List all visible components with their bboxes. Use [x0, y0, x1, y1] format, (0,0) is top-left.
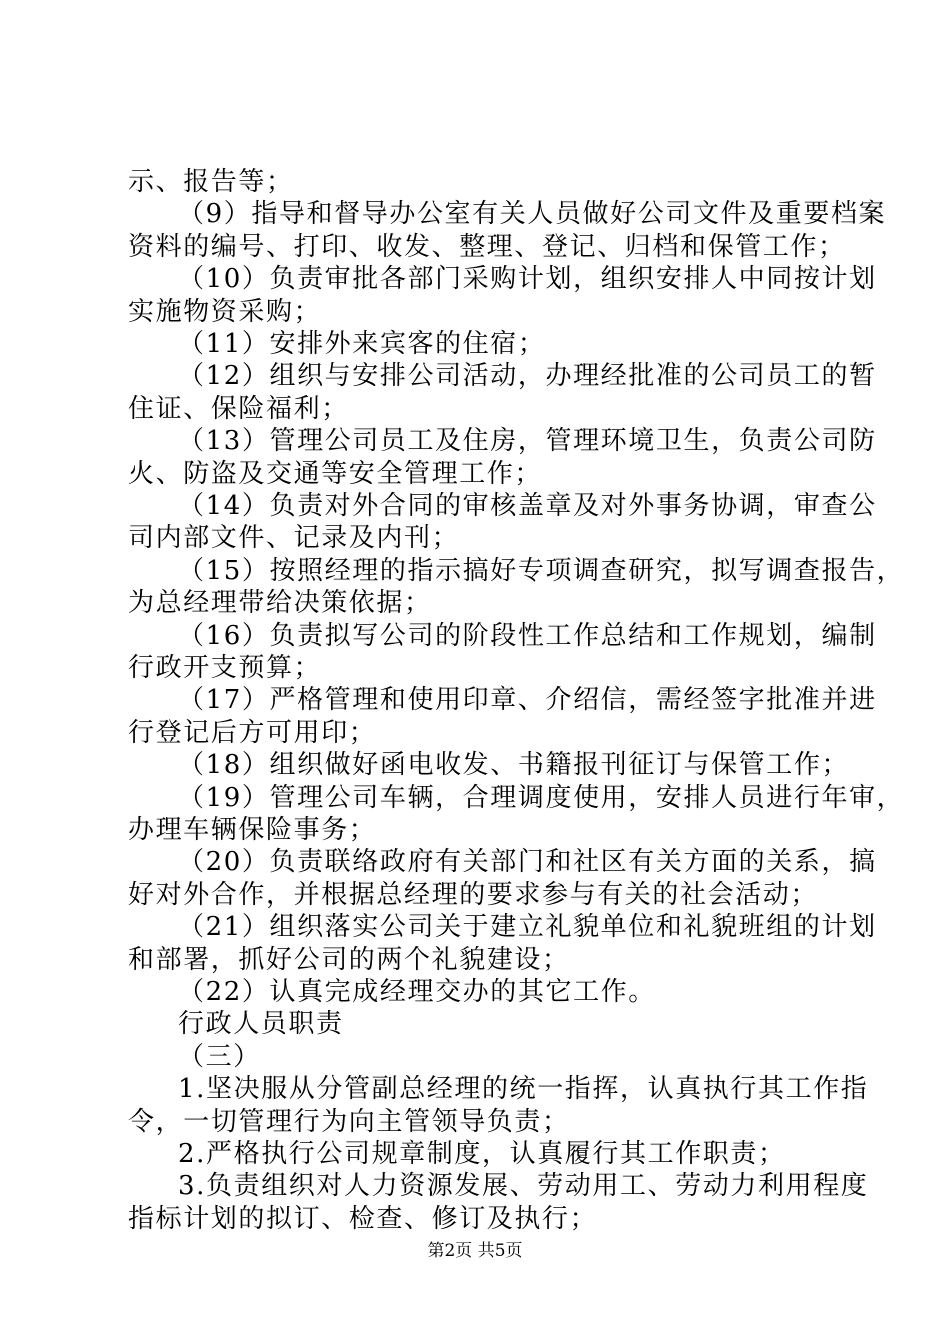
text-line: 示、报告等；: [128, 167, 294, 197]
text-line: （9）指导和督导办公室有关人员做好公司文件及重要档案: [178, 199, 887, 229]
text-line: （20）负责联络政府有关部门和社区有关方面的关系，搞: [178, 847, 877, 877]
text-line: （16）负责拟写公司的阶段性工作总结和工作规划，编制: [178, 621, 877, 651]
text-line: （14）负责对外合同的审核盖章及对外事务协调，审查公: [178, 491, 877, 521]
text-line: 令，一切管理行为向主管领导负责；: [128, 1107, 570, 1137]
text-line: 资料的编号、打印、收发、整理、登记、归档和保管工作；: [128, 232, 846, 262]
text-line: （17）严格管理和使用印章、介绍信，需经签字批准并进: [178, 685, 877, 715]
text-line: （19）管理公司车辆，合理调度使用，安排人员进行年审，: [178, 783, 905, 813]
section-heading: 行政人员职责: [178, 1009, 344, 1039]
text-line: 实施物资采购；: [128, 297, 322, 327]
section-number: （三）: [178, 1042, 261, 1072]
text-line: 2.严格执行公司规章制度，认真履行其工作职责；: [178, 1139, 786, 1169]
text-line: 3.负责组织对人力资源发展、劳动用工、劳动力利用程度: [178, 1171, 869, 1201]
text-line: 指标计划的拟订、检查、修订及执行；: [128, 1204, 598, 1234]
text-line: （11）安排外来宾客的住宿；: [178, 329, 546, 359]
text-line: 行政开支预算；: [128, 653, 322, 683]
text-line: 住证、保险福利；: [128, 394, 349, 424]
text-line: 办理车辆保险事务；: [128, 815, 377, 845]
text-line: 和部署，抓好公司的两个礼貌建设；: [128, 945, 570, 975]
text-line: （21）组织落实公司关于建立礼貌单位和礼貌班组的计划: [178, 912, 877, 942]
text-line: 1.坚决服从分管副总经理的统一指挥，认真执行其工作指: [178, 1074, 869, 1104]
text-line: （18）组织做好函电收发、书籍报刊征订与保管工作；: [178, 750, 850, 780]
text-line: 火、防盗及交通等安全管理工作；: [128, 459, 543, 489]
text-line: （22）认真完成经理交办的其它工作。: [178, 977, 656, 1007]
text-line: 司内部文件、记录及内刊；: [128, 523, 460, 553]
text-line: （13）管理公司员工及住房，管理环境卫生，负责公司防: [178, 426, 877, 456]
text-line: （10）负责审批各部门采购计划，组织安排人中同按计划: [178, 264, 877, 294]
text-line: （15）按照经理的指示搞好专项调查研究，拟写调查报告，: [178, 556, 905, 586]
page-footer: 第2页 共5页: [427, 1241, 523, 1261]
text-line: 为总经理带给决策依据；: [128, 588, 432, 618]
text-line: 行登记后方可用印；: [128, 718, 377, 748]
text-line: 好对外合作，并根据总经理的要求参与有关的社会活动；: [128, 880, 819, 910]
text-line: （12）组织与安排公司活动，办理经批准的公司员工的暂: [178, 361, 877, 391]
